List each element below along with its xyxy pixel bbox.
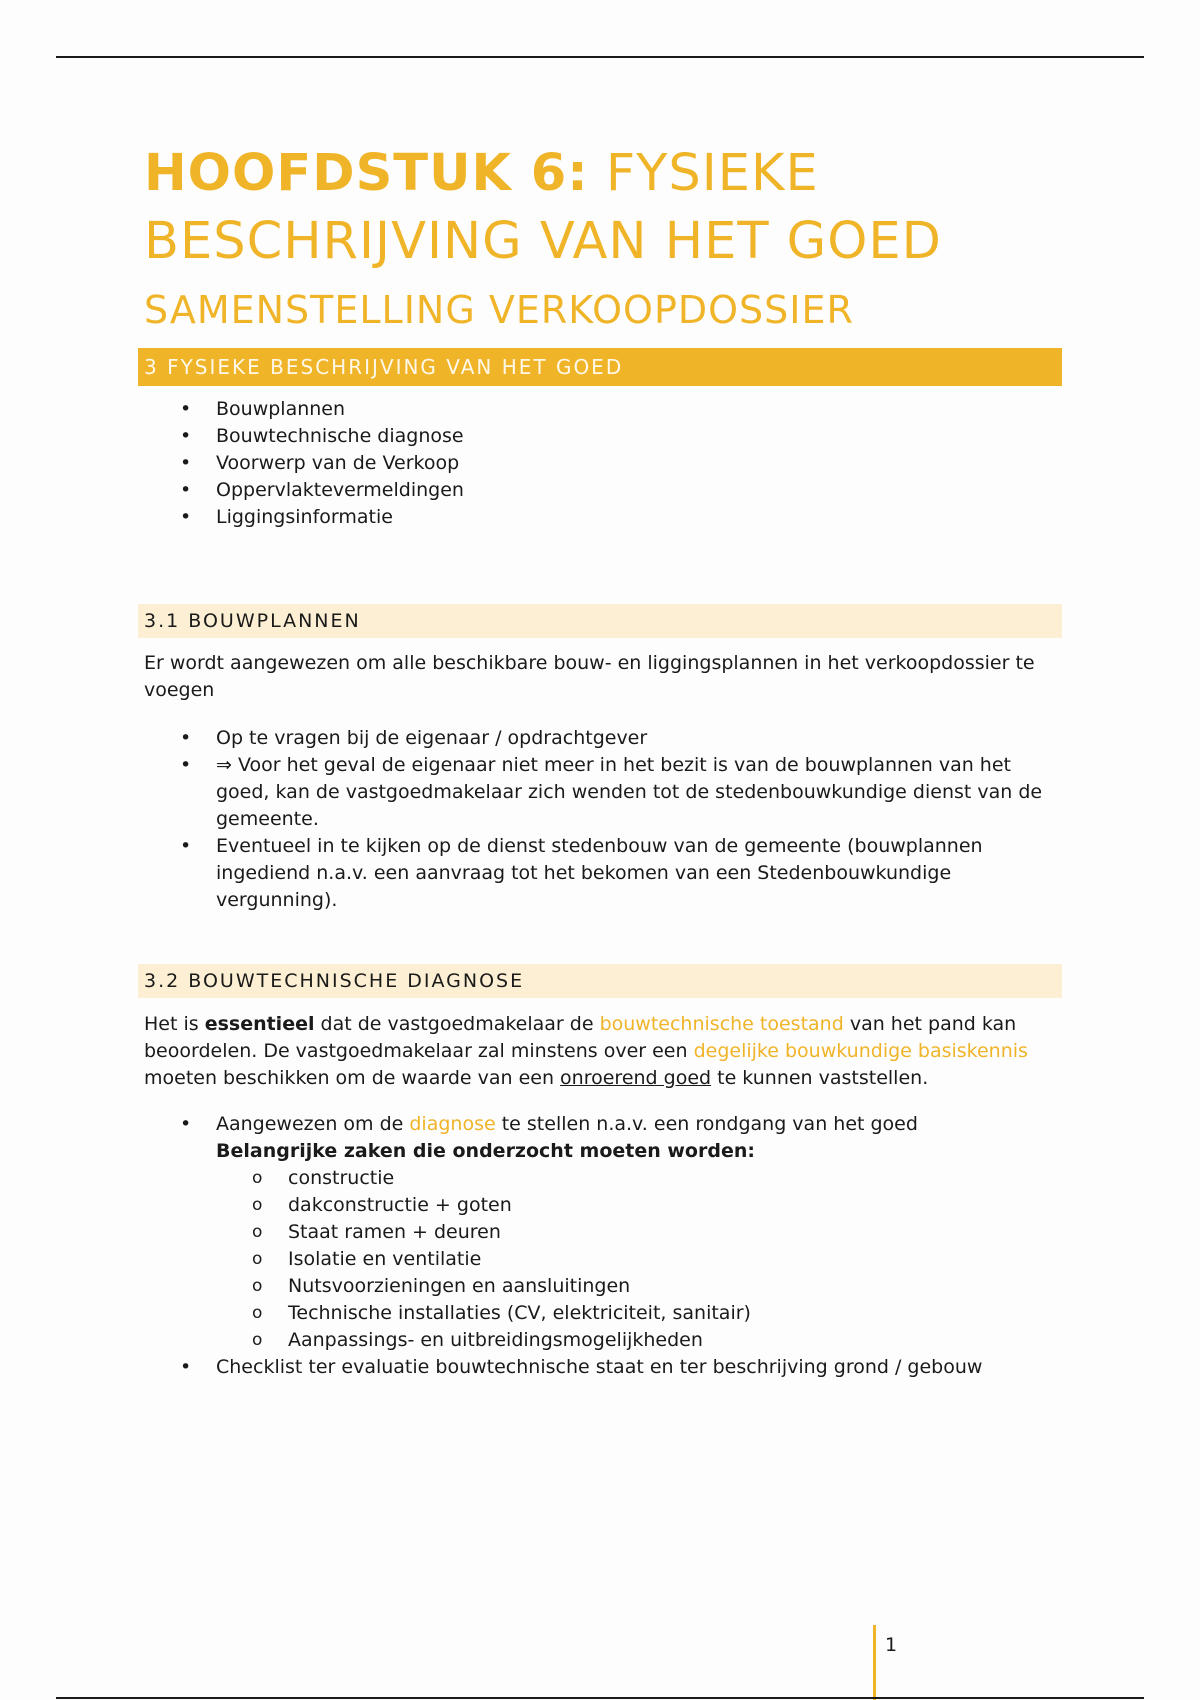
page-number-bar xyxy=(873,1625,876,1700)
list-item: • ⇒ Voor het geval de eigenaar niet meer in het bezit is van de bouwplannen van het goed, kan de vastgoedmakelaar zich wenden tot de stedenbouwkundige dienst van de gemeente. xyxy=(144,752,1044,833)
highlight-term: bouwtechnische toestand xyxy=(599,1013,844,1035)
highlight-term: diagnose xyxy=(409,1113,496,1135)
subtitle: SAMENSTELLING VERKOOPDOSSIER xyxy=(144,288,854,332)
chapter-title xyxy=(144,140,1062,336)
sub-list-item: o dakconstructie + goten xyxy=(216,1192,1044,1219)
list-item: • Oppervlaktevermeldingen xyxy=(144,477,1044,504)
sub-list-item: o Isolatie en ventilatie xyxy=(216,1246,1044,1273)
sub-list-item: o Nutsvoorzieningen en aansluitingen xyxy=(216,1273,1044,1300)
section-3-2-paragraph: Het is essentieel dat de vastgoedmakelaar de bouwtechnische toestand van het pand kan beoordelen. De vastgoedmakelaar zal minstens over een degelijke bouwkundige basiskennis moeten beschikken om de waarde van een onroerend goed te kunnen vaststellen. xyxy=(144,1013,1028,1089)
list-item: • Liggingsinformatie xyxy=(144,504,1044,531)
underlined-term: onroerend goed xyxy=(560,1067,712,1089)
section-3-1-body xyxy=(144,650,1044,914)
section-3-2-heading: 3.2 BOUWTECHNISCHE DIAGNOSE xyxy=(138,964,1062,998)
section-3-1-heading: 3.1 BOUWPLANNEN xyxy=(138,604,1062,638)
list-item: • Bouwtechnische diagnose xyxy=(144,423,1044,450)
list-item: • Checklist ter evaluatie bouwtechnische staat en ter beschrijving grond / gebouw xyxy=(144,1354,1044,1381)
list-item: • Bouwplannen xyxy=(144,396,1044,423)
bold-term: essentieel xyxy=(204,1013,315,1035)
sub-list-item: o Aanpassings- en uitbreidingsmogelijkheden xyxy=(216,1327,1044,1354)
title-rest: FYSIEKE xyxy=(605,144,819,203)
list-item: • Voorwerp van de Verkoop xyxy=(144,450,1044,477)
section-3-list xyxy=(144,396,1044,531)
title-line-1 xyxy=(144,140,1062,208)
title-line-2: BESCHRIJVING VAN HET GOED xyxy=(144,212,942,271)
page-number: 1 xyxy=(885,1634,898,1656)
sub-list-item: o Technische installaties (CV, elektriciteit, sanitair) xyxy=(216,1300,1044,1327)
section-3-1-intro: Er wordt aangewezen om alle beschikbare bouw- en liggingsplannen in het verkoopdossier te voegen xyxy=(144,652,1035,701)
sub-list-item: o constructie xyxy=(216,1165,1044,1192)
title-bold: HOOFDSTUK 6: xyxy=(144,144,589,203)
highlight-term: degelijke bouwkundige basiskennis xyxy=(693,1040,1028,1062)
bottom-rule xyxy=(56,1697,1144,1699)
subheading-bold: Belangrijke zaken die onderzocht moeten worden: xyxy=(216,1140,755,1162)
list-item: • Op te vragen bij de eigenaar / opdrachtgever xyxy=(144,725,1044,752)
top-rule xyxy=(56,56,1144,58)
section-3-2-body xyxy=(144,1011,1044,1381)
list-item: • Eventueel in te kijken op de dienst stedenbouw van de gemeente (bouwplannen ingediend n.a.v. een aanvraag tot het bekomen van een Stedenbouwkundige vergunning). xyxy=(144,833,1044,914)
sub-list-item: o Staat ramen + deuren xyxy=(216,1219,1044,1246)
section-3-heading: 3 FYSIEKE BESCHRIJVING VAN HET GOED xyxy=(138,348,1062,386)
list-item: • Aangewezen om de diagnose te stellen n.a.v. een rondgang van het goed Belangrijke zaken die onderzocht moeten worden: o constructie o dakconstructie + goten o Staat ramen + deuren o Isolatie en ventilatie o Nutsvoorzieningen en aansluitingen o Technische installaties (CV, elektriciteit, sanitair) o Aanpassings- en uitbreidingsmogelijkheden xyxy=(144,1111,1044,1354)
